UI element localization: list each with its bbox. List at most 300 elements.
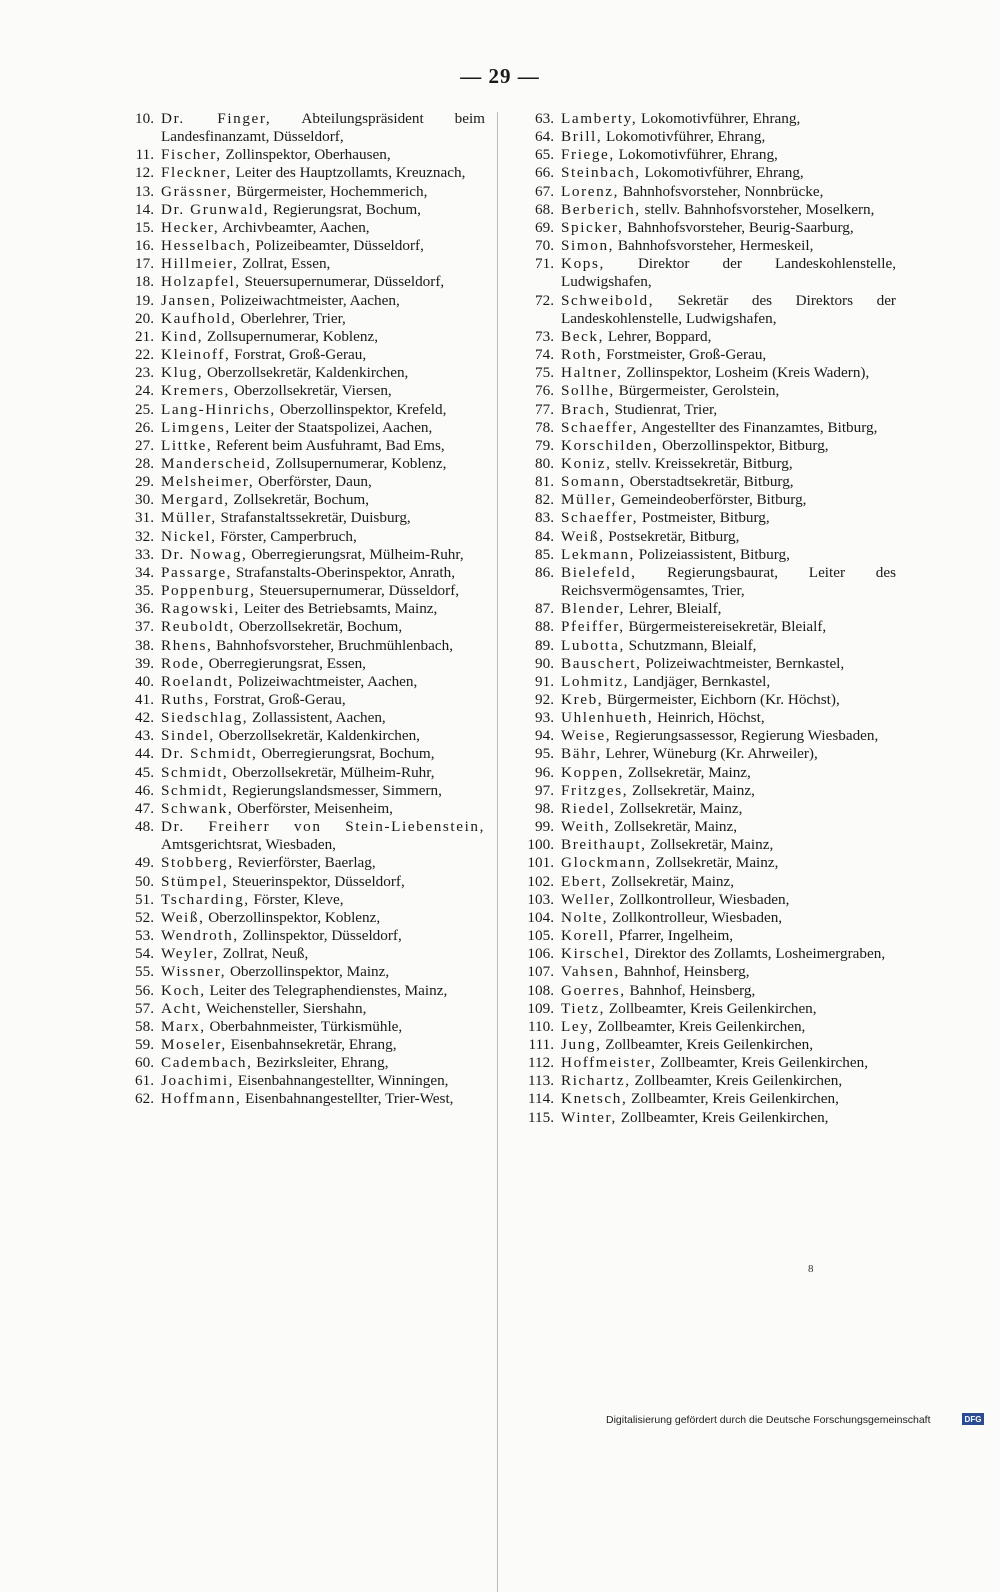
entry-text <box>161 491 485 509</box>
entry-text <box>161 982 485 1000</box>
entry-name: Dr. Grunwald, <box>161 200 270 218</box>
entry-text <box>561 110 896 128</box>
list-entry <box>110 201 485 219</box>
list-entry <box>514 854 896 872</box>
entry-description: Bahnhofsvorsteher, Beurig-Saarburg, <box>623 218 854 236</box>
entry-number: 112. <box>527 1054 554 1072</box>
entry-text <box>161 110 485 146</box>
entry-number: 67. <box>535 182 554 200</box>
entry-name: Lohmitz, <box>561 672 630 690</box>
entry-name: Simon, <box>561 237 615 255</box>
entry-number: 15. <box>135 218 154 236</box>
list-entry <box>514 219 896 237</box>
entry-text <box>561 237 896 255</box>
entry-text <box>161 564 485 582</box>
entry-name: Fleckner, <box>161 164 232 182</box>
entry-name: Ragowski, <box>161 600 240 618</box>
entry-number: 88. <box>535 618 554 636</box>
entry-description: Lehrer, Boppard, <box>604 327 712 345</box>
list-entry <box>110 982 485 1000</box>
entry-description: Oberzollinspektor, Koblenz, <box>204 908 381 926</box>
entry-name: Glockmann, <box>561 854 652 872</box>
entry-number: 53. <box>135 927 154 945</box>
entry-name: Roelandt, <box>161 672 235 690</box>
entry-name: Kremers, <box>161 382 230 400</box>
list-entry <box>110 237 485 255</box>
entry-description: Eisenbahnangestellter, Winningen, <box>234 1072 449 1090</box>
entry-name: Kleinoff, <box>161 346 231 364</box>
entry-name: Kind, <box>161 327 204 345</box>
entry-description: Oberförster, Daun, <box>254 473 372 491</box>
entry-description: Förster, Kleve, <box>249 890 344 908</box>
entry-name: Limgens, <box>161 418 231 436</box>
entry-text <box>561 364 896 382</box>
entry-number: 10. <box>135 110 154 127</box>
entry-description: stellv. Kreissekretär, Bitburg, <box>611 454 793 472</box>
list-entry <box>110 509 485 527</box>
entry-name: Weiß, <box>161 908 205 926</box>
entry-name: Wissner, <box>161 963 227 981</box>
entry-name: Poppenburg, <box>161 582 256 600</box>
entry-number: 113. <box>527 1072 554 1090</box>
entry-number: 16. <box>135 237 154 255</box>
entry-description: Oberzollsekretär, Bochum, <box>234 618 403 636</box>
list-entry <box>514 255 896 291</box>
entry-number: 42. <box>135 709 154 727</box>
entry-number: 40. <box>135 672 154 690</box>
entry-text <box>561 564 896 600</box>
entry-text <box>161 691 485 709</box>
entry-number: 47. <box>135 799 154 817</box>
entry-name: Joachimi, <box>161 1072 235 1090</box>
entry-number: 56. <box>135 981 154 999</box>
list-entry <box>514 183 896 201</box>
entry-number: 38. <box>135 636 154 654</box>
entry-number: 87. <box>535 600 554 618</box>
list-entry <box>110 183 485 201</box>
entry-number: 24. <box>135 382 154 400</box>
page-number: — 29 — <box>460 64 540 88</box>
entry-name: Bauschert, <box>561 654 642 672</box>
entry-number: 114. <box>527 1090 554 1108</box>
entry-description: Zollrat, Neuß, <box>218 945 309 963</box>
entry-number: 32. <box>135 527 154 545</box>
list-entry <box>110 673 485 691</box>
entry-description: Zollrat, Essen, <box>238 255 331 273</box>
entry-description: Bürgermeister, Eichborn (Kr. Höchst), <box>603 691 840 708</box>
entry-description: Forstrat, Groß-Gerau, <box>209 691 346 708</box>
entry-number: 44. <box>135 745 154 763</box>
entry-number: 59. <box>135 1035 154 1053</box>
entry-number: 109. <box>527 999 554 1017</box>
entry-text <box>161 600 485 618</box>
list-entry <box>514 346 896 364</box>
entry-text <box>161 1018 485 1036</box>
entry-text <box>161 854 485 872</box>
entry-description: Regierungsassessor, Regierung Wiesbaden, <box>611 727 879 745</box>
list-entry <box>514 945 896 963</box>
entry-description: Pfarrer, Ingelheim, <box>614 927 734 945</box>
entry-number: 98. <box>535 799 554 817</box>
entry-text <box>561 1018 896 1036</box>
entry-number: 102. <box>527 872 554 890</box>
entry-description: Oberbahnmeister, Türkismühle, <box>205 1017 403 1035</box>
entry-text <box>561 673 896 691</box>
list-entry <box>514 491 896 509</box>
entry-number: 95. <box>535 745 554 763</box>
entry-text <box>161 1090 485 1108</box>
list-entry <box>514 836 896 854</box>
entry-number: 70. <box>535 237 554 255</box>
entry-number: 55. <box>135 963 154 981</box>
entry-text <box>561 401 896 419</box>
entry-number: 86. <box>535 563 554 581</box>
entry-name: Holzapfel, <box>161 273 241 291</box>
entry-text <box>161 437 485 455</box>
entry-number: 23. <box>135 364 154 382</box>
entry-number: 82. <box>535 491 554 509</box>
entry-name: Ebert, <box>561 872 608 890</box>
entry-name: Moseler, <box>161 1035 227 1053</box>
entry-number: 115. <box>527 1108 554 1126</box>
entry-name: Sollhe, <box>561 382 615 400</box>
entry-text <box>161 201 485 219</box>
list-entry <box>110 255 485 273</box>
entry-name: Schmidt, <box>161 763 229 781</box>
entry-number: 110. <box>527 1017 554 1035</box>
entry-name: Kaufhold, <box>161 309 237 327</box>
entry-name: Weith, <box>561 818 611 836</box>
entry-description: Oberstadtsekretär, Bitburg, <box>625 473 794 491</box>
list-entry <box>514 146 896 164</box>
list-entry <box>110 854 485 872</box>
digitization-credit: Digitalisierung gefördert durch die Deutsche Forschungsgemeinschaft <box>606 1414 931 1426</box>
entry-name: Spicker, <box>561 218 624 236</box>
entry-number: 34. <box>135 563 154 581</box>
entry-name: Breithaupt, <box>561 836 647 854</box>
entry-name: Rode, <box>161 654 205 672</box>
list-entry <box>110 927 485 945</box>
entry-name: Hoffmann, <box>161 1090 242 1108</box>
entry-description: Leiter des Hauptzollamts, Kreuznach, <box>231 164 466 182</box>
entry-text <box>561 346 896 364</box>
entry-number: 83. <box>535 509 554 527</box>
entry-text <box>161 709 485 727</box>
entry-text <box>561 655 896 673</box>
entry-description: Revierförster, Baerlag, <box>233 854 376 872</box>
list-entry <box>110 1090 485 1108</box>
entry-text <box>561 618 896 636</box>
entry-number: 12. <box>135 164 154 182</box>
entry-text <box>161 891 485 909</box>
entry-name: Riedel, <box>561 799 616 817</box>
entry-name: Dr. Schmidt, <box>161 745 258 763</box>
list-entry <box>110 364 485 382</box>
entry-name: Passarge, <box>161 563 233 581</box>
entry-text <box>561 637 896 655</box>
entry-description: Bezirksleiter, Ehrang, <box>252 1054 389 1072</box>
column-divider <box>497 112 499 1592</box>
list-entry <box>110 764 485 782</box>
entry-name: Reuboldt, <box>161 618 235 636</box>
entry-name: Dr. Finger, <box>161 110 272 127</box>
entry-text <box>161 655 485 673</box>
list-entry <box>514 473 896 491</box>
list-entry <box>514 764 896 782</box>
entry-description: Oberzollsekretär, Viersen, <box>229 382 392 400</box>
list-entry <box>514 292 896 328</box>
entry-description: Lokomotivführer, Ehrang, <box>602 128 766 146</box>
entry-number: 52. <box>135 908 154 926</box>
entry-text <box>161 364 485 382</box>
entry-name: Littke, <box>161 436 213 454</box>
list-entry <box>514 1109 896 1127</box>
entry-description: Zollsekretär, Bochum, <box>229 491 370 509</box>
entry-text <box>161 873 485 891</box>
list-entry <box>110 963 485 981</box>
entry-number: 76. <box>535 382 554 400</box>
entry-number: 85. <box>535 545 554 563</box>
right-column <box>514 110 896 1127</box>
entry-name: Siedschlag, <box>161 709 249 727</box>
list-entry <box>514 401 896 419</box>
entry-text <box>561 1072 896 1090</box>
entry-name: Tietz, <box>561 999 606 1017</box>
entry-text <box>161 382 485 400</box>
entry-text <box>561 854 896 872</box>
entry-name: Dr. Freiherr von Stein-Liebenstein, <box>161 818 485 836</box>
entry-text <box>161 782 485 800</box>
entry-number: 105. <box>527 927 554 945</box>
entry-description: Zollinspektor, Oberhausen, <box>221 146 391 164</box>
entry-text <box>561 1109 896 1127</box>
list-entry <box>110 637 485 655</box>
entry-name: Lorenz, <box>561 182 620 200</box>
entry-text <box>161 1054 485 1072</box>
list-entry <box>110 473 485 491</box>
entry-name: Müller, <box>561 491 617 509</box>
entry-text <box>161 745 485 763</box>
entry-text <box>561 201 896 219</box>
entry-name: Pfeiffer, <box>561 618 625 636</box>
entry-number: 20. <box>135 309 154 327</box>
entry-name: Sindel, <box>161 727 215 745</box>
entry-description: Postmeister, Bitburg, <box>638 509 770 527</box>
entry-description: Bahnhof, Heinsberg, <box>619 963 750 981</box>
list-entry <box>514 237 896 255</box>
list-entry <box>110 818 485 854</box>
list-entry <box>514 673 896 691</box>
entry-number: 50. <box>135 872 154 890</box>
entry-number: 21. <box>135 327 154 345</box>
list-entry <box>110 110 485 146</box>
entry-number: 31. <box>135 509 154 527</box>
entry-name: Kops, <box>561 255 605 273</box>
entry-number: 111. <box>528 1035 554 1053</box>
entry-number: 103. <box>527 890 554 908</box>
entry-text <box>161 473 485 491</box>
dfg-logo: DFG <box>962 1413 984 1425</box>
entry-description: Gemeindeoberförster, Bitburg, <box>616 491 807 509</box>
signature-mark: 8 <box>808 1263 814 1275</box>
entry-name: Nickel, <box>161 527 217 545</box>
list-entry <box>110 328 485 346</box>
entry-name: Jansen, <box>161 291 217 309</box>
entry-name: Jung, <box>561 1035 602 1053</box>
entry-description: Polizeiwachtmeister, Bernkastel, <box>641 654 845 672</box>
entry-description: Zollbeamter, Kreis Geilenkirchen, <box>656 1054 869 1072</box>
entry-number: 22. <box>135 346 154 364</box>
entry-name: Goerres, <box>561 981 626 999</box>
entry-description: Steuersupernumerar, Düsseldorf, <box>255 582 460 600</box>
entry-number: 66. <box>535 164 554 182</box>
entry-description: Bahnhofsvorsteher, Bruchmühlenbach, <box>212 636 454 654</box>
entry-description: Strafanstalts-Oberinspektor, Anrath, <box>232 563 456 581</box>
entry-name: Stümpel, <box>161 872 229 890</box>
entry-description: Direktor des Zollamts, Losheimergraben, <box>630 945 886 963</box>
entry-description: Steuersupernumerar, Düsseldorf, <box>240 273 445 291</box>
entry-name: Fritzges, <box>561 781 629 799</box>
entry-description: Eisenbahnangestellter, Trier-West, <box>241 1090 454 1108</box>
entry-text <box>561 328 896 346</box>
entry-name: Hesselbach, <box>161 237 252 255</box>
entry-name: Korell, <box>561 927 615 945</box>
entry-name: Müller, <box>161 509 217 527</box>
entry-description: Forstmeister, Groß-Gerau, <box>602 346 767 364</box>
entry-description: Zollinspektor, Losheim (Kreis Wadern), <box>622 364 870 382</box>
entry-number: 30. <box>135 491 154 509</box>
entry-text <box>161 255 485 273</box>
list-entry <box>514 909 896 927</box>
entry-description: Archivbeamter, Aachen, <box>219 218 370 236</box>
entry-text <box>161 219 485 237</box>
entry-text <box>561 945 896 963</box>
entry-text <box>161 1036 485 1054</box>
entry-name: Wendroth, <box>161 927 239 945</box>
entry-description: Zollbeamter, Kreis Geilenkirchen, <box>601 1035 814 1053</box>
entry-name: Fischer, <box>161 146 222 164</box>
list-entry <box>514 982 896 1000</box>
entry-number: 71. <box>535 255 554 273</box>
entry-number: 84. <box>535 527 554 545</box>
list-entry <box>110 1036 485 1054</box>
entry-number: 61. <box>135 1072 154 1090</box>
list-entry <box>514 1036 896 1054</box>
entry-number: 72. <box>535 291 554 309</box>
entry-text <box>561 1054 896 1072</box>
list-entry <box>110 618 485 636</box>
list-entry <box>514 655 896 673</box>
entry-number: 78. <box>535 418 554 436</box>
entry-text <box>161 455 485 473</box>
entry-name: Kirschel, <box>561 945 631 963</box>
entry-text <box>161 800 485 818</box>
entry-description: Referent beim Ausfuhramt, Bad Ems, <box>212 436 445 454</box>
entry-name: Hecker, <box>161 218 220 236</box>
entry-number: 29. <box>135 473 154 491</box>
entry-description: Lokomotivführer, Ehrang, <box>614 146 778 164</box>
entry-name: Kreb, <box>561 691 604 708</box>
entry-number: 64. <box>535 128 554 146</box>
entry-description: Oberzollsekretär, Mülheim-Ruhr, <box>228 763 435 781</box>
entry-name: Winter, <box>561 1108 617 1126</box>
list-entry <box>110 219 485 237</box>
entry-description: Leiter der Staatspolizei, Aachen, <box>230 418 433 436</box>
list-entry <box>110 800 485 818</box>
entry-number: 106. <box>527 945 554 963</box>
entry-text <box>561 528 896 546</box>
entry-description: Polizeiwachtmeister, Aachen, <box>216 291 400 309</box>
list-entry <box>514 528 896 546</box>
list-entry <box>110 310 485 328</box>
entry-number: 94. <box>535 727 554 745</box>
entry-name: Friege, <box>561 146 615 164</box>
list-entry <box>110 1000 485 1018</box>
entry-description: Direktor der Landeskohlenstelle, Ludwigshafen, <box>561 255 896 291</box>
list-entry <box>514 437 896 455</box>
entry-number: 99. <box>535 818 554 836</box>
list-entry <box>110 1072 485 1090</box>
entry-number: 91. <box>535 672 554 690</box>
list-entry <box>514 709 896 727</box>
entry-name: Klug, <box>161 364 204 382</box>
entry-name: Haltner, <box>561 364 623 382</box>
entry-name: Blender, <box>561 600 626 618</box>
entry-description: Oberzollinspektor, Mainz, <box>226 963 390 981</box>
list-entry <box>110 745 485 763</box>
entry-number: 79. <box>535 436 554 454</box>
left-column <box>110 110 485 1109</box>
entry-text <box>161 945 485 963</box>
entry-number: 54. <box>135 945 154 963</box>
entry-number: 25. <box>135 400 154 418</box>
entry-name: Melsheimer, <box>161 473 255 491</box>
entry-number: 80. <box>535 454 554 472</box>
list-entry <box>110 655 485 673</box>
entry-description: Strafanstaltssekretär, Duisburg, <box>216 509 411 527</box>
entry-text <box>161 328 485 346</box>
entry-name: Roth, <box>561 346 603 364</box>
list-entry <box>110 491 485 509</box>
entry-description: Oberlehrer, Trier, <box>236 309 346 327</box>
entry-text <box>561 727 896 745</box>
entry-text <box>561 709 896 727</box>
entry-description: Polizeiassistent, Bitburg, <box>634 545 790 563</box>
entry-name: Weiß, <box>561 527 605 545</box>
entry-text <box>161 637 485 655</box>
entry-name: Vahsen, <box>561 963 620 981</box>
entry-description: Zollkontrolleur, Wiesbaden, <box>608 908 783 926</box>
list-entry <box>514 927 896 945</box>
list-entry <box>110 582 485 600</box>
entry-text <box>561 509 896 527</box>
list-entry <box>514 800 896 818</box>
list-entry <box>514 727 896 745</box>
list-entry <box>110 564 485 582</box>
entry-description: Zollbeamter, Kreis Geilenkirchen, <box>627 1090 839 1108</box>
entry-name: Knetsch, <box>561 1090 628 1108</box>
entry-description: Regierungsrat, Bochum, <box>269 200 421 218</box>
entry-description: Bahnhofsvorsteher, Hermeskeil, <box>614 237 814 255</box>
entry-text <box>561 255 896 291</box>
entry-number: 104. <box>527 908 554 926</box>
entry-name: Tscharding, <box>161 890 250 908</box>
entry-number: 74. <box>535 346 554 364</box>
entry-number: 35. <box>135 582 154 600</box>
entry-text <box>161 673 485 691</box>
entry-text <box>561 473 896 491</box>
list-entry <box>514 818 896 836</box>
